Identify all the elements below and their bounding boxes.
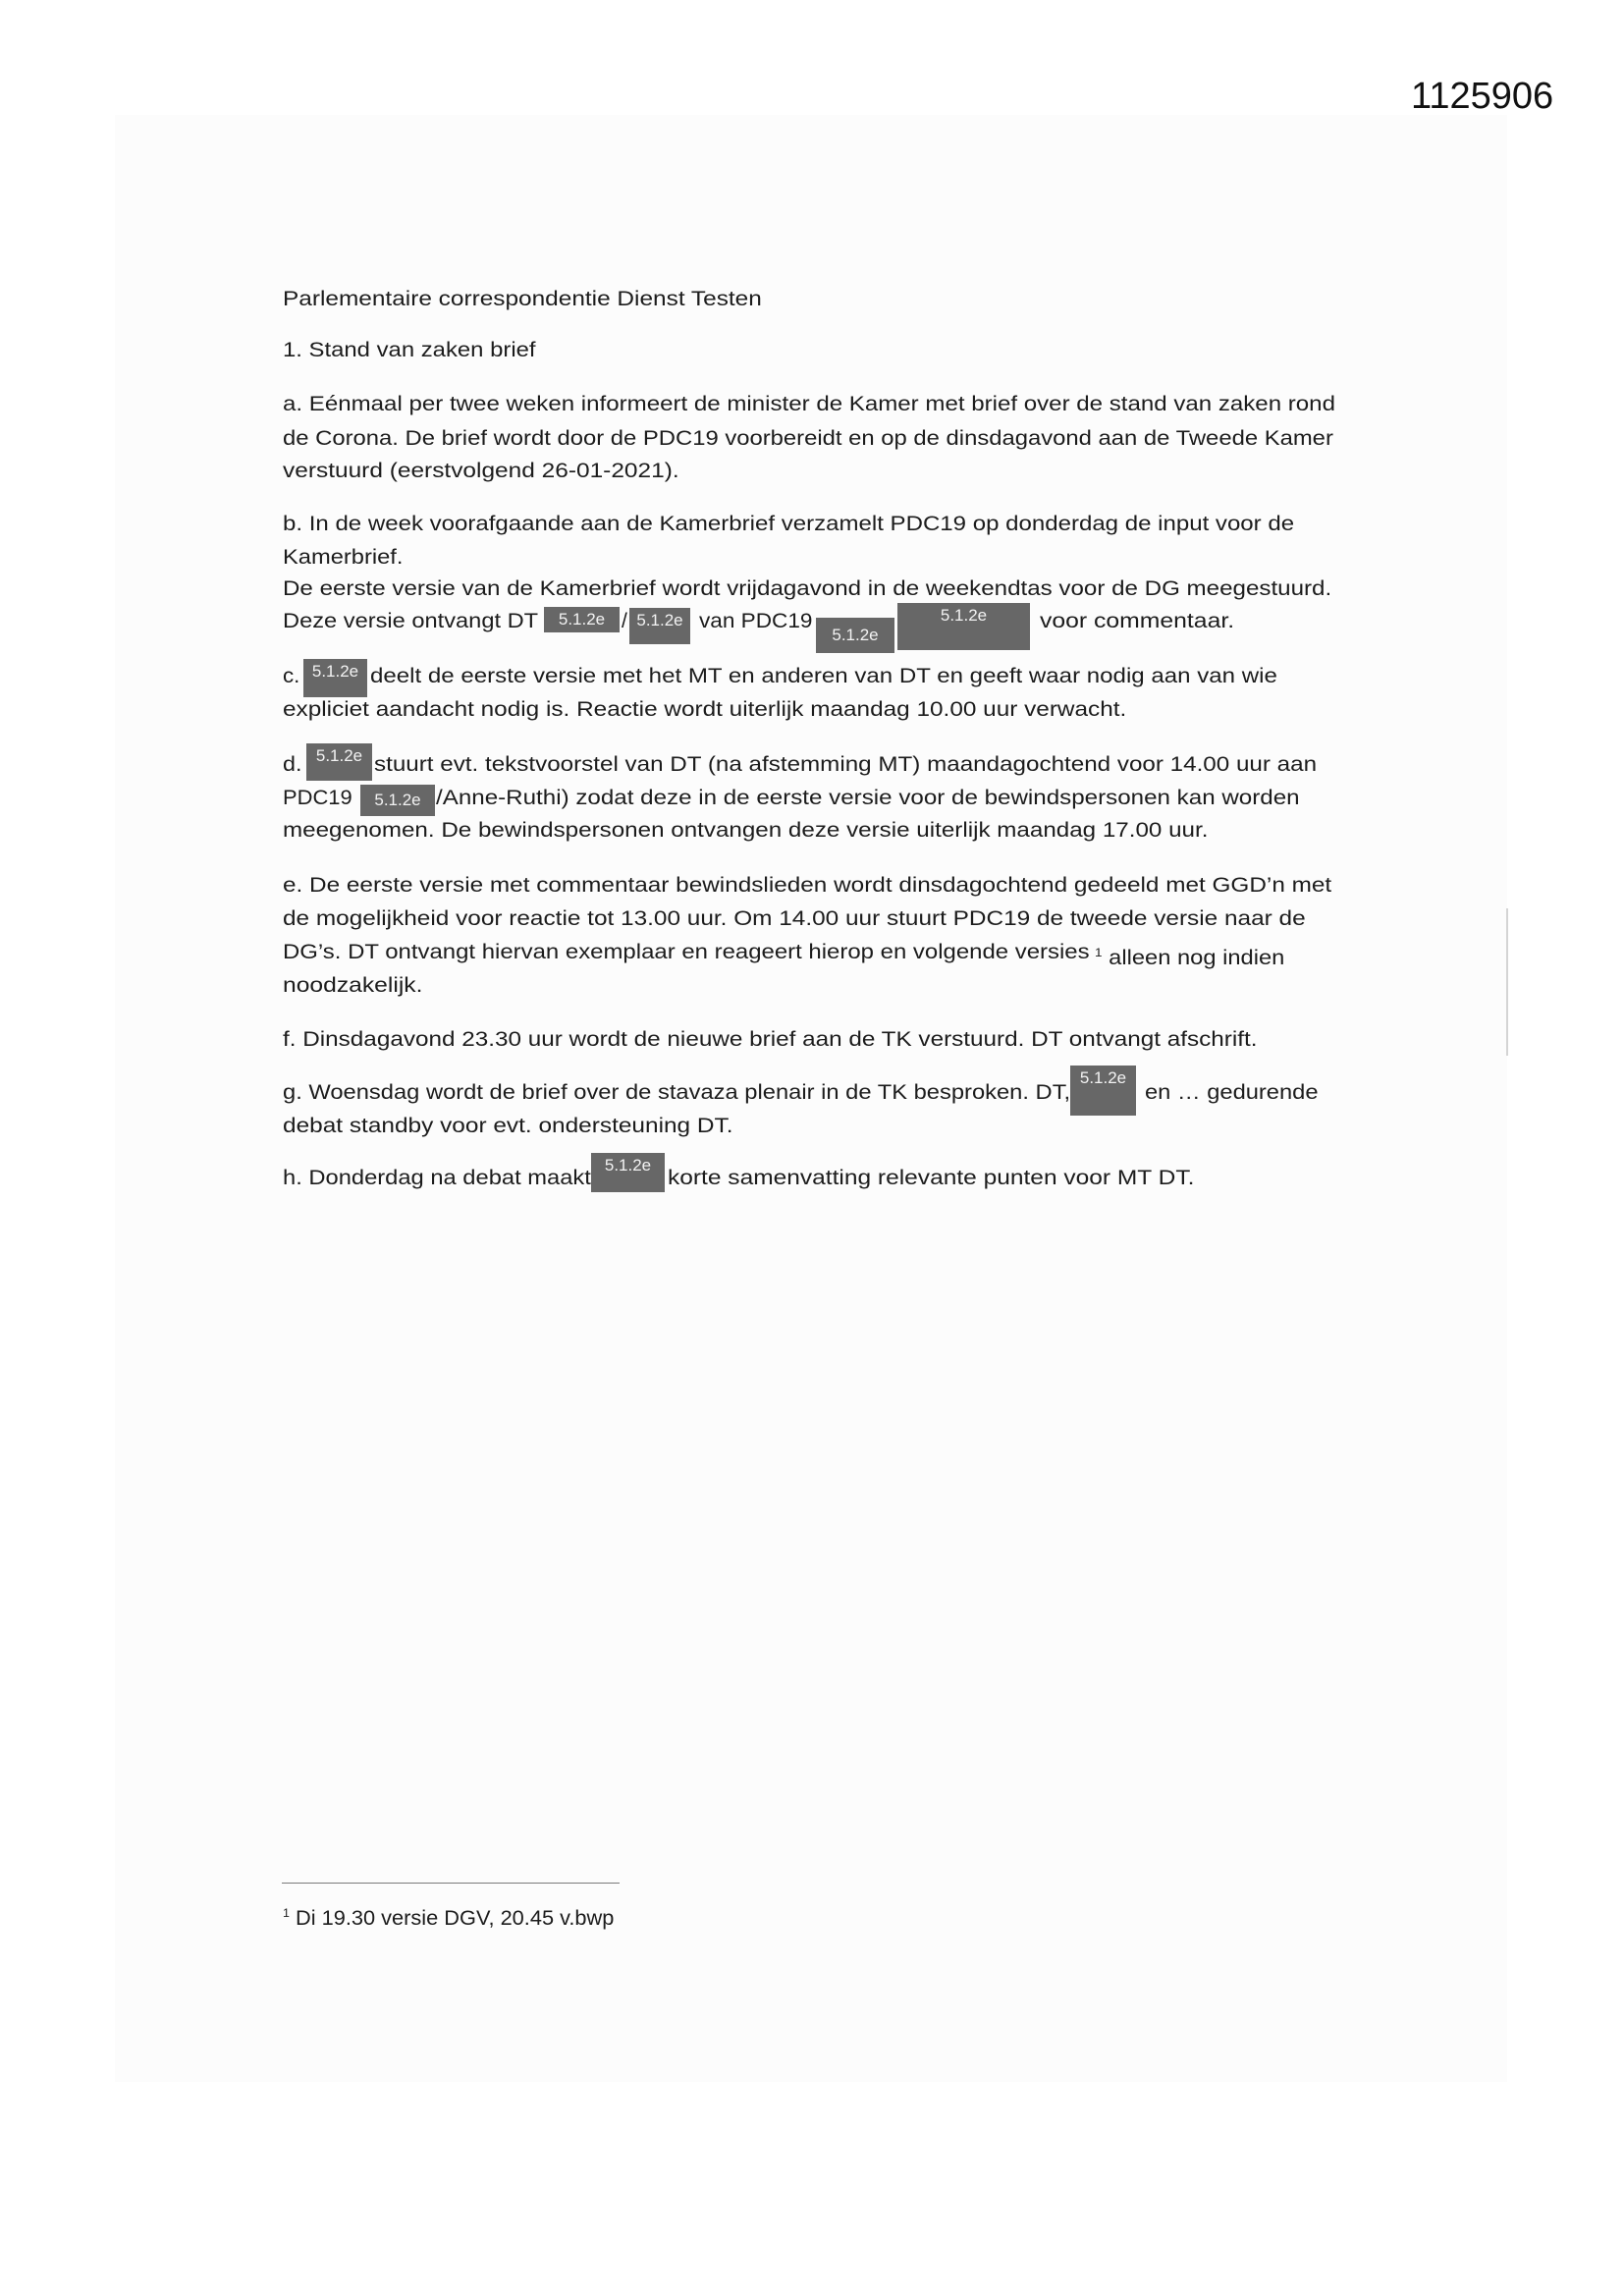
text-line bbox=[374, 752, 1317, 778]
text-line bbox=[283, 426, 1333, 452]
footnote-text: Di 19.30 versie DGV, 20.45 v.bwp bbox=[295, 1907, 615, 1930]
text-line-content: De eerste versie van de Kamerbrief wordt vrijdagavond in de weekendtas voor de DG meegestuurd. bbox=[283, 577, 1332, 600]
scan-edge-mark bbox=[1506, 908, 1508, 1056]
text-line bbox=[283, 873, 1331, 899]
text-line-content: a. Eénmaal per twee weken informeert de minister de Kamer met brief over de stand van zaken rond bbox=[283, 393, 1335, 415]
text-line-content: stuurt evt. tekstvoorstel van DT (na afstemming MT) maandagochtend voor 14.00 uur aan bbox=[374, 753, 1318, 776]
text-line bbox=[283, 1027, 1257, 1053]
text-line bbox=[283, 338, 536, 363]
redaction-box: 5.1.2e bbox=[591, 1153, 665, 1192]
redaction-box: 5.1.2e bbox=[629, 608, 690, 644]
redaction-box: 5.1.2e bbox=[1070, 1066, 1136, 1116]
text-line bbox=[1095, 940, 1285, 969]
text-line-content: Kamerbrief. bbox=[283, 546, 404, 569]
text-line-content: PDC19 bbox=[283, 787, 352, 809]
text-line-content: meegenomen. De bewindspersonen ontvangen deze versie uiterlijk maandag 17.00 uur. bbox=[283, 819, 1209, 842]
text-line-content: alleen nog indien bbox=[1102, 947, 1285, 969]
text-line bbox=[283, 609, 538, 634]
text-line bbox=[283, 576, 1331, 602]
text-line bbox=[622, 609, 627, 634]
text-line bbox=[283, 906, 1306, 932]
text-line-content: c. bbox=[283, 665, 300, 687]
text-line-content: /Anne-Ruthi) zodat deze in de eerste versie voor de bewindspersonen kan worden bbox=[436, 787, 1300, 809]
text-line bbox=[283, 940, 1090, 965]
text-line bbox=[283, 697, 1126, 723]
text-line-content: f. Dinsdagavond 23.30 uur wordt de nieuwe brief aan de TK verstuurd. DT ontvangt afschrift. bbox=[283, 1028, 1258, 1051]
text-line bbox=[370, 664, 1277, 689]
text-line bbox=[283, 545, 403, 571]
text-line-content: DG’s. DT ontvangt hiervan exemplaar en reageert hierop en volgende versies bbox=[283, 941, 1090, 963]
document-id-number: 1125906 bbox=[1411, 76, 1554, 117]
text-line-content: de mogelijkheid voor reactie tot 13.00 uur. Om 14.00 uur stuurt PDC19 de tweede versie naar de bbox=[283, 907, 1306, 930]
text-line bbox=[283, 512, 1294, 537]
text-line bbox=[283, 973, 422, 999]
text-line bbox=[283, 459, 679, 484]
text-line-content: 1. Stand van zaken brief bbox=[283, 339, 536, 361]
text-line-content: Deze versie ontvangt DT bbox=[283, 610, 539, 632]
text-line bbox=[283, 752, 301, 778]
redaction-box: 5.1.2e bbox=[544, 607, 620, 632]
text-line bbox=[283, 1114, 733, 1139]
redaction-box: 5.1.2e bbox=[303, 659, 367, 697]
text-line-content: korte samenvatting relevante punten voor MT DT. bbox=[668, 1167, 1195, 1189]
text-line-content: h. Donderdag na debat maakt bbox=[283, 1167, 591, 1189]
text-line-content: en … gedurende bbox=[1145, 1081, 1319, 1104]
text-line bbox=[283, 287, 762, 312]
text-line-content: d. bbox=[283, 753, 302, 776]
text-line-content: voor commentaar. bbox=[1040, 610, 1235, 632]
text-line-content: expliciet aandacht nodig is. Reactie wordt uiterlijk maandag 10.00 uur verwacht. bbox=[283, 698, 1127, 721]
footnote-reference[interactable]: 1 bbox=[1095, 946, 1103, 959]
text-line-content: deelt de eerste versie met het MT en anderen van DT en geeft waar nodig aan van wie bbox=[370, 665, 1277, 687]
text-line bbox=[1040, 609, 1234, 634]
text-line bbox=[283, 818, 1208, 844]
text-line-content: de Corona. De brief wordt door de PDC19 voorbereidt en op de dinsdagavond aan de Tweede Kamer bbox=[283, 427, 1333, 450]
text-line-content: g. Woensdag wordt de brief over de stavaza plenair in de TK besproken. DT, bbox=[283, 1081, 1071, 1104]
text-line bbox=[283, 392, 1335, 417]
text-line bbox=[283, 1166, 591, 1191]
text-line-content: van PDC19 bbox=[699, 610, 813, 632]
text-line-content: e. De eerste versie met commentaar bewindslieden wordt dinsdagochtend gedeeld met GGD’n met bbox=[283, 874, 1332, 897]
text-line bbox=[283, 786, 352, 811]
text-line bbox=[283, 664, 299, 689]
redaction-box: 5.1.2e bbox=[360, 785, 435, 816]
text-line-content: noodzakelijk. bbox=[283, 974, 423, 997]
text-line-content: verstuurd (eerstvolgend 26-01-2021). bbox=[283, 460, 679, 482]
text-line-content: debat standby voor evt. ondersteuning DT. bbox=[283, 1115, 733, 1137]
redaction-box: 5.1.2e bbox=[306, 743, 372, 781]
text-line-content: / bbox=[622, 610, 627, 632]
text-line bbox=[1145, 1080, 1319, 1106]
text-line bbox=[668, 1166, 1194, 1191]
text-line bbox=[699, 609, 812, 634]
footnote-marker: 1 bbox=[283, 1906, 290, 1920]
footnote-separator bbox=[282, 1883, 620, 1884]
text-line bbox=[283, 1080, 1070, 1106]
footnote bbox=[283, 1900, 615, 1930]
redaction-box: 5.1.2e bbox=[816, 618, 894, 653]
redaction-box: 5.1.2e bbox=[897, 603, 1030, 650]
text-line-content: Parlementaire correspondentie Dienst Testen bbox=[283, 288, 762, 310]
text-line-content: b. In de week voorafgaande aan de Kamerbrief verzamelt PDC19 op donderdag de input voor de bbox=[283, 513, 1295, 535]
text-line bbox=[436, 786, 1300, 811]
